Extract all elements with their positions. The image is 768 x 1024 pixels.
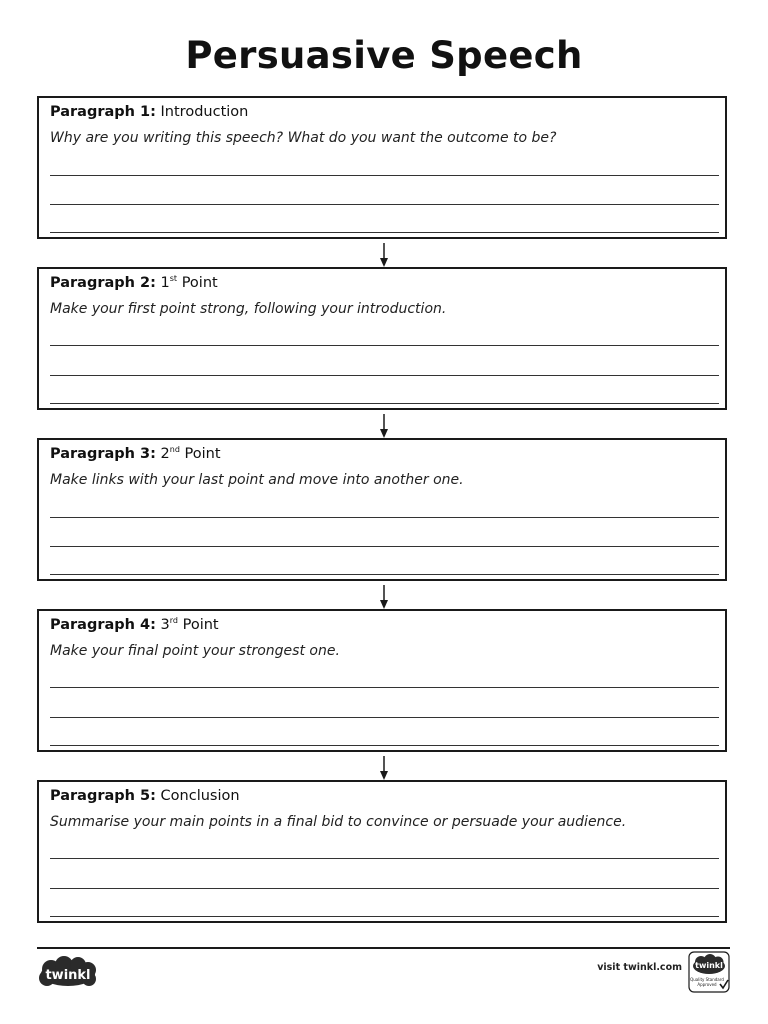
paragraph-heading xyxy=(50,446,221,462)
paragraph-topic: Introduction xyxy=(160,104,249,120)
paragraph-box-2 xyxy=(37,267,727,410)
writing-line[interactable] xyxy=(50,858,719,859)
paragraph-prompt: Summarise your main points in a final bid to convince or persuade your audience. xyxy=(50,814,627,830)
paragraph-prompt: Make your first point strong, following your introduction. xyxy=(50,301,447,317)
paragraph-heading xyxy=(50,788,240,804)
paragraph-heading xyxy=(50,617,219,633)
paragraph-topic: Point xyxy=(181,275,218,291)
paragraph-prompt: Why are you writing this speech? What do you want the outcome to be? xyxy=(50,130,557,146)
writing-line[interactable] xyxy=(50,888,719,889)
point-number: 2 xyxy=(160,446,170,462)
paragraph-label: Paragraph 2: xyxy=(50,275,156,291)
writing-line[interactable] xyxy=(50,916,719,917)
paragraph-label: Paragraph 5: xyxy=(50,788,156,804)
writing-line[interactable] xyxy=(50,546,719,547)
arrow-down-icon xyxy=(379,243,389,267)
paragraph-heading xyxy=(50,275,218,291)
arrow-down-icon xyxy=(379,756,389,780)
paragraph-topic: Point xyxy=(184,446,221,462)
writing-line[interactable] xyxy=(50,687,719,688)
footer-divider xyxy=(37,947,730,949)
writing-line[interactable] xyxy=(50,745,719,746)
paragraph-box-1 xyxy=(37,96,727,239)
paragraph-label: Paragraph 4: xyxy=(50,617,156,633)
paragraph-box-4 xyxy=(37,609,727,752)
writing-line[interactable] xyxy=(50,375,719,376)
writing-line[interactable] xyxy=(50,403,719,404)
arrow-down-icon xyxy=(379,585,389,609)
paragraph-heading xyxy=(50,104,248,120)
logo-text: twinkl xyxy=(45,968,91,983)
paragraph-prompt: Make links with your last point and move into another one. xyxy=(50,472,464,488)
point-number: 3 xyxy=(160,617,170,633)
writing-line[interactable] xyxy=(50,517,719,518)
paragraph-label: Paragraph 3: xyxy=(50,446,156,462)
writing-line[interactable] xyxy=(50,232,719,233)
writing-line[interactable] xyxy=(50,204,719,205)
page-title: Persuasive Speech xyxy=(185,34,583,77)
paragraph-topic: Conclusion xyxy=(160,788,240,804)
quality-standard-badge xyxy=(688,951,730,993)
writing-line[interactable] xyxy=(50,574,719,575)
ordinal-suffix: nd xyxy=(169,445,180,455)
badge-line-2: Approved xyxy=(697,982,717,987)
writing-line[interactable] xyxy=(50,717,719,718)
point-number: 1 xyxy=(160,275,170,291)
writing-line[interactable] xyxy=(50,175,719,176)
visit-website-link[interactable]: visit twinkl.com xyxy=(597,962,682,973)
arrow-down-icon xyxy=(379,414,389,438)
paragraph-prompt: Make your final point your strongest one. xyxy=(50,643,340,659)
ordinal-suffix: st xyxy=(169,274,178,284)
badge-line-1: Quality Standard xyxy=(690,977,724,982)
paragraph-box-3 xyxy=(37,438,727,581)
paragraph-box-5 xyxy=(37,780,727,923)
paragraph-label: Paragraph 1: xyxy=(50,104,156,120)
badge-brand: twinkl xyxy=(695,961,723,970)
paragraph-topic: Point xyxy=(182,617,219,633)
twinkl-logo[interactable] xyxy=(37,956,99,990)
ordinal-suffix: rd xyxy=(169,616,178,626)
writing-line[interactable] xyxy=(50,345,719,346)
